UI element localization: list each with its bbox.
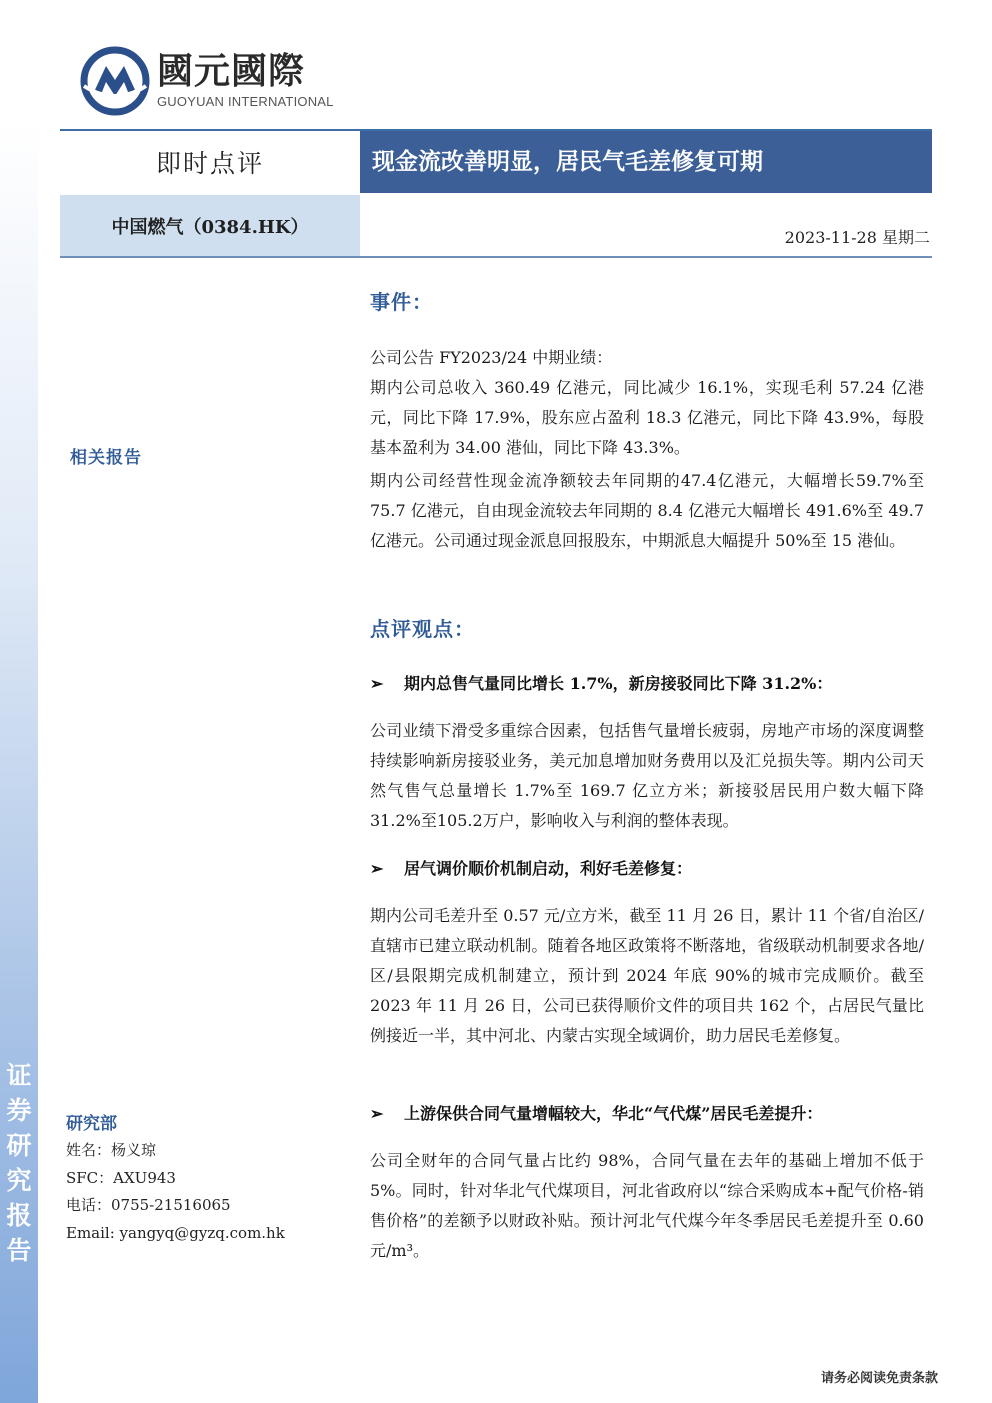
bullet-arrow-icon: ➢: [370, 1104, 384, 1123]
analyst-name: 姓名：杨义琼: [66, 1141, 157, 1159]
brand-name-cn: 國元國際: [157, 50, 306, 92]
brand-name-en: GUOYUAN INTERNATIONAL: [157, 94, 334, 109]
review-heading: 点评观点：: [370, 617, 475, 641]
review-point-3-body: 公司全财年的合同气量占比约 98%，合同气量在去年的基础上增加不低于 5%。同时，针对华北气代煤项目，河北省政府以“综合采购成本+配气价格-销售价格”的差额予以财政补贴。预计河北气代煤今年冬季居民毛差提升至 0.60 元/m³。: [370, 1151, 924, 1260]
guoyuan-logo-icon: [80, 46, 150, 116]
department-label: 研究部: [66, 1114, 117, 1134]
vertical-report-label: 证券研究报告: [6, 1061, 32, 1265]
report-type: 即时点评: [155, 149, 264, 178]
analyst-phone: 电话：0755-21516065: [66, 1196, 231, 1214]
event-intro: 公司公告 FY2023/24 中期业绩：: [370, 348, 613, 367]
related-reports-heading: 相关报告: [70, 448, 142, 468]
bullet-arrow-icon: ➢: [370, 859, 384, 878]
event-paragraph-1: 期内公司总收入 360.49 亿港元，同比减少 16.1%，实现毛利 57.24 亿港元，同比下降 17.9%，股东应占盈利 18.3 亿港元，同比下降 43.9%，每股基本盈利为 34.00 港仙，同比下降 43.3%。: [370, 378, 924, 457]
review-point-3-title: ➢ 上游保供合同气量增幅较大，华北“气代煤”居民毛差提升：: [370, 1102, 930, 1126]
review-point-2-title: ➢ 居气调价顺价机制启动，利好毛差修复：: [370, 857, 930, 881]
header-bottom-rule: [60, 256, 932, 258]
bullet-arrow-icon: ➢: [370, 674, 384, 693]
disclaimer-link[interactable]: 请务必阅读免责条款: [820, 1371, 938, 1386]
company-name: 中国燃气（0384.HK）: [60, 195, 360, 256]
review-point-1-title: ➢ 期内总售气量同比增长 1.7%，新房接驳同比下降 31.2%：: [370, 672, 930, 696]
analyst-email[interactable]: Email: yangyq@gyzq.com.hk: [66, 1223, 285, 1242]
review-point-2-body: 期内公司毛差升至 0.57 元/立方米，截至 11 月 26 日，累计 11 个省/自治区/直辖市已建立联动机制。随着各地区政策将不断落地，省级联动机制要求各地/区/县限期完成机制建立，预计到 2024 年底 90%的城市完成顺价。截至 2023 年 11 月 26 日，公司已获得顺价文件的项目共 162 个，占居民气量比例接近一半，其中河北、内蒙古实现全域调价，助力居民毛差修复。: [370, 906, 924, 1045]
analyst-contact: [66, 1137, 285, 1247]
review-point-1-body: 公司业绩下滑受多重综合因素，包括售气量增长疲弱，房地产市场的深度调整持续影响新房接驳业务，美元加息增加财务费用以及汇兑损失等。期内公司天然气售气总量增长 1.7%至 169.7 亿立方米；新接驳居民用户数大幅下降31.2%至105.2万户，影响收入与利润的整体表现。: [370, 721, 924, 830]
event-paragraph-2: 期内公司经营性现金流净额较去年同期的47.4亿港元，大幅增长59.7%至 75.7 亿港元，自由现金流较去年同期的 8.4 亿港元大幅增长 491.6%至 49.7 亿港元。公司通过现金派息回报股东，中期派息大幅提升 50%至 15 港仙。: [370, 471, 924, 550]
event-heading: 事件：: [370, 290, 433, 314]
report-date: 2023-11-28 星期二: [784, 228, 930, 247]
analyst-sfc: SFC：AXU943: [66, 1168, 176, 1187]
report-title: 现金流改善明显，居民气毛差修复可期: [360, 131, 932, 193]
